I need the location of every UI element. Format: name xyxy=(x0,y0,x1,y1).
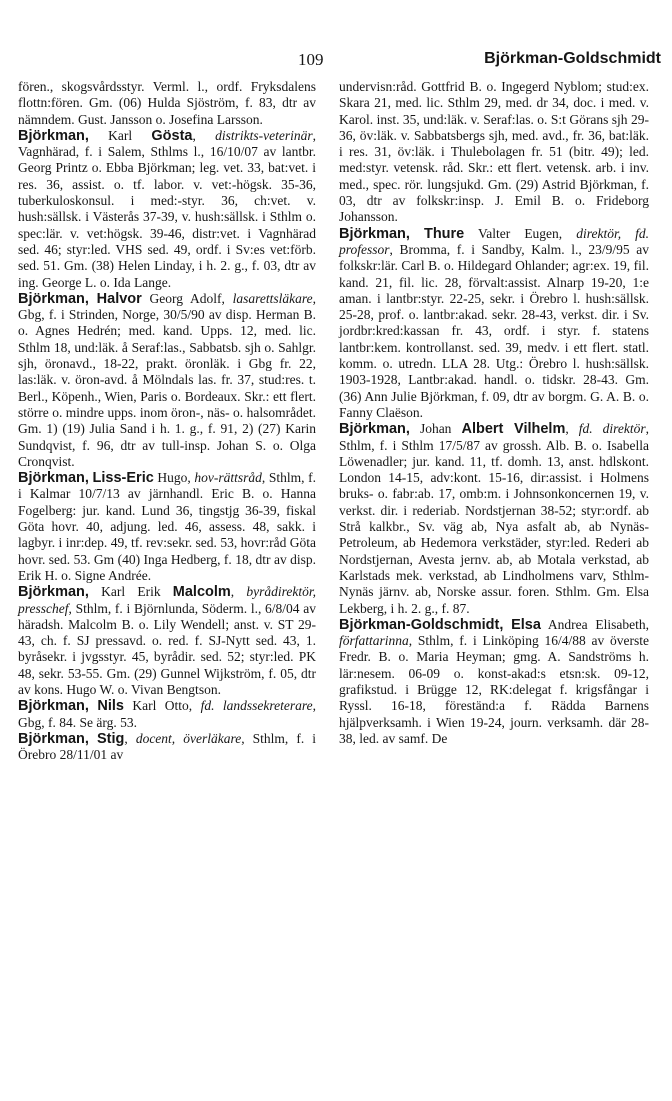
entry-occupation: hov-rättsråd xyxy=(194,470,262,486)
entry-text: , Vagnhärad, f. i Salem, Sthlms l., 16/10/07 av lantbr. Georg Printz o. Ebba Björkman; leg. vet. 33, bat:vet. i res. 36, assist. o. tf. labor. v. vet:-högsk. 35-36, tuberkuloskonsul. i med:-styr. 36, ch:vet. v. hush:sällsk. i Västerås 37-39, v. hush:sällsk. i Sthlm o. spec:lär. v. vet:högsk. 39-46, distr:vet. i Vagnhärad sed. 46; styr:led. VHS sed. 49, ordf. i Sv:es vet:förb. sed. 51. Gm. (38) Helen Linday, i h. 2. g., f. 03, dtr av ing. George L. o. Ida Lange. xyxy=(18,127,316,290)
biography-entry xyxy=(18,584,316,698)
page-header xyxy=(0,50,672,72)
entry-given-names xyxy=(503,617,511,632)
biography-entry xyxy=(18,128,316,291)
left-column xyxy=(18,79,316,763)
entry-other-names: , xyxy=(230,584,247,600)
entry-surname: Björkman, xyxy=(18,470,89,487)
entry-callname: Albert Vilhelm xyxy=(461,421,566,438)
entry-callname: Thure xyxy=(423,225,465,242)
entry-text: , Sthlm, f. i Linköping 16/4/88 av överste Fredr. B. o. Maria Heyman; gmg. A. Sandströms h. lär:nesem. 06-09 o. konst-akad:s etsn:sk. 09-12, grafikstud. i Brügge 12, RK:delegat f. krigsfångar i Ryssl. 16-18, föreständ:a f. Rädda Barnens hjälpverksamh. i Wien 19-24, journ. verksamh. där 28-38, led. av samf. De xyxy=(339,633,649,746)
biography-entry xyxy=(339,617,649,747)
biography-entry xyxy=(18,698,316,731)
entry-text: fören., skogsvårdsstyr. Verml. l., ordf. Fryksdalens flottn:fören. Gm. (06) Hulda Sjöström, f. 83, dtr av nämndem. Gust. Jansson o. Josefina Larsson. xyxy=(18,79,316,127)
entry-occupation: docent, överläkare xyxy=(135,730,242,746)
entry-other-names: Georg Adolf, xyxy=(141,290,233,306)
entry-other-names: , xyxy=(124,730,136,746)
entry-surname: Björkman, xyxy=(18,127,89,144)
entry-callname: Nils xyxy=(97,698,124,715)
entry-text: , Gbg, f. i Strinden, Norge, 30/5/90 av disp. Herman B. o. Agnes Hedrén; med. kand. Upps. 12, med. lic. Sthlm 18, und:läk. å Seraf:las., Sabbatsb. sjh o. Sahlgr. sjh, öronavd., 18-22, prakt. öronläk. i Gbg fr. 22, las:läk. v. öron-avd. å Mölndals las. fr. 37, stud:res. t. Berl., Köpenh., Wien, Paris o. Bordeaux. Skr.: ett flert. större o. mindre upps. inom öron-, näs- o. halsområdet. Gm. 1) (19) Julia Sand i h. 1. g., f. 91, 2) (27) Karin Sundqvist, f. 96, dtr av tull-insp. Johan S. o. Olga Cronqvist. xyxy=(18,290,316,469)
entry-text: , Sthlm, f. i Örebro 28/11/01 av xyxy=(18,730,316,763)
entry-surname: Björkman, xyxy=(339,421,410,438)
entry-other-names: , xyxy=(565,421,579,437)
right-column xyxy=(339,79,649,747)
page-number: 109 xyxy=(298,50,324,69)
entry-given-names: Karl xyxy=(88,127,152,143)
entry-other-names: Hugo, xyxy=(153,470,195,486)
entry-callname: Liss-Eric xyxy=(92,470,154,487)
biography-entry xyxy=(18,470,316,584)
entry-callname: Malcolm xyxy=(172,584,231,601)
biography-entry xyxy=(18,291,316,470)
entry-occupation: författarinna xyxy=(339,633,409,649)
entry-text: , Bromma, f. i Sandby, Kalm. l., 23/9/95 av folkskr:lär. Carl B. o. Hildegard Ohlander; agr:ex. 19, fil. kand. 21, fil. lic. 28, förvalt:assist. Alnarp 19-20, 1:e aman. i lantbr:styr. 22-25, sekr. i Örebro l. hush:sällsk. 25-28, prof. o. lantbr:akad. sekr. 28-43, verkst. dir. i Sv. jordbr:kred:kassan fr. 43, ordf. i styr. f. statens lantbr:kem. kontrollanst. sed. 39, medv. i ett flert. statl. komm. o. utredn. LLA 28. Utg.: Örebro l. hush:sällsk. 1903-1928, Lantbr:akad. handl. o. tidskr. 28-43. Gm. (36) Ann Julie Björkman, f. 09, dtr av borgm. G. A. B. o. Fanny Claëson. xyxy=(339,241,649,420)
entry-given-names xyxy=(89,731,97,746)
biography-entry xyxy=(339,226,649,422)
entry-callname: Gösta xyxy=(151,127,193,144)
entry-occupation: lasarettsläkare xyxy=(232,290,313,306)
entry-other-names: , xyxy=(192,127,216,143)
entry-surname: Björkman, xyxy=(18,290,89,307)
entry-surname: Björkman, xyxy=(18,584,89,601)
entry-given-names xyxy=(410,226,424,241)
entry-other-names: Karl Otto, xyxy=(123,698,201,714)
entry-given-names xyxy=(89,291,97,306)
biography-entry xyxy=(18,79,316,128)
biography-entry xyxy=(339,79,649,226)
entry-text: , Sthlm, f. i Sthlm 17/5/87 av grossh. Alb. B. o. Isabella Löwenadler; jur. kand. 11, tf. domh. 13, anst. hdlskont. London 14-15, adv:kont. 15-16, dir:assist. i Holmens bruks- o. fabr:ab. 17, omb:m. i Johnsonkoncernen 19, v. verkst. dir. i rederiab. Nordstjernan 38-52; styr:ordf. ab Strå kalkbr., Sv. väg ab, Nya asfalt ab, ab Nynäs-Petroleum, ab Hedemora verkstäder, styr:led. Rederi ab Nordstjernan, Avesta jernv. ab, ab Motala verkstad, ab Karlstads mek. verkstad, ab Lindholmens varv, Sthlm-Nynäs järnv. ab, Norske assur. foren. Sthlm. Gm. Elsa Lekberg, i h. 2. g., f. 87. xyxy=(339,421,650,616)
entry-surname: Björkman, xyxy=(339,225,410,242)
biography-entry xyxy=(18,731,316,764)
entry-surname: Björkman, xyxy=(18,730,89,747)
biography-entry xyxy=(339,421,649,617)
entry-callname: Halvor xyxy=(96,290,142,307)
entry-occupation: distrikts-veterinär xyxy=(215,127,313,143)
entry-text: , Sthlm, f. i Kalmar 10/7/13 av järnhandl. Eric B. o. Hanna Fogelberg: jur. kand. Lund 36, tingstjg 36-39, fiskal Göta hovr. 40, adjung. led. 46, assess. 48, sakk. i lagbyr. i inr:dep. 49, tf. rev:sekr. sed. 53, hovr:råd Göta hovr. sed. 53. Gm (40) Inga Hedberg, f. 18, dtr av disp. Erik H. o. Signe Andrée. xyxy=(18,470,317,583)
entry-callname: Elsa xyxy=(511,616,541,633)
running-head: Björkman-Goldschmidt xyxy=(484,50,661,67)
entry-other-names: Andrea Elisabeth, xyxy=(540,616,649,632)
entry-other-names: Valter Eugen, xyxy=(464,225,577,241)
entry-surname: Björkman, xyxy=(18,698,89,715)
entry-given-names: Karl Erik xyxy=(88,584,173,600)
entry-callname: Stig xyxy=(96,730,125,747)
entry-occupation: byrådirektör, presschef xyxy=(18,584,317,616)
entry-text: , Gbg, f. 84. Se ärg. 53. xyxy=(18,698,316,730)
entry-occupation: direktör, fd. professor xyxy=(339,225,650,257)
entry-text: , Sthlm, f. i Björnlunda, Söderm. l., 6/8/04 av häradsh. Malcolm B. o. Lily Wendell; anst. v. ST 29-43, ch. f. SJ pressavd. o. red. f. SJ-Nytt sed. 43, 1. byråsekr. i jvgsstyr. 45, byrådir. sed. 52; styr:led. PK 48, sekr. 53-55. Gm. (29) Gunnel Wijkström, f. 05, dtr av kons. Hugo W. o. Vivan Bengtson. xyxy=(18,600,316,697)
entry-surname: Björkman-Goldschmidt, xyxy=(339,616,504,633)
entry-given-names: Johan xyxy=(409,421,462,437)
entry-text: undervisn:råd. Gottfrid B. o. Ingegerd Nyblom; stud:ex. Skara 21, med. lic. Sthlm 29, med. dr 34, doc. i med. v. Karol. inst. 35, und:läk. v. Seraf:las. o. S:t Görans sjh 29-36, öv:läk. v. Sabbatsbergs sjh, med. avd., fr. 36, bat:läk. i res. 31, öv:läk. i Thulebolagen fr. 51 (bitr. 49); led. med:styr. vetensk. råd. Skr.: ett flert. vetensk. arb. i inv. med., spec. rör. lungsjukd. Gm. (29) Astrid Björkman, f. 03, dtr av folkskr:insp. J. Emil B. o. Frideborg Johansson. xyxy=(339,79,649,225)
entry-occupation: fd. direktör xyxy=(578,421,646,437)
entry-occupation: fd. landssekreterare xyxy=(200,698,313,714)
